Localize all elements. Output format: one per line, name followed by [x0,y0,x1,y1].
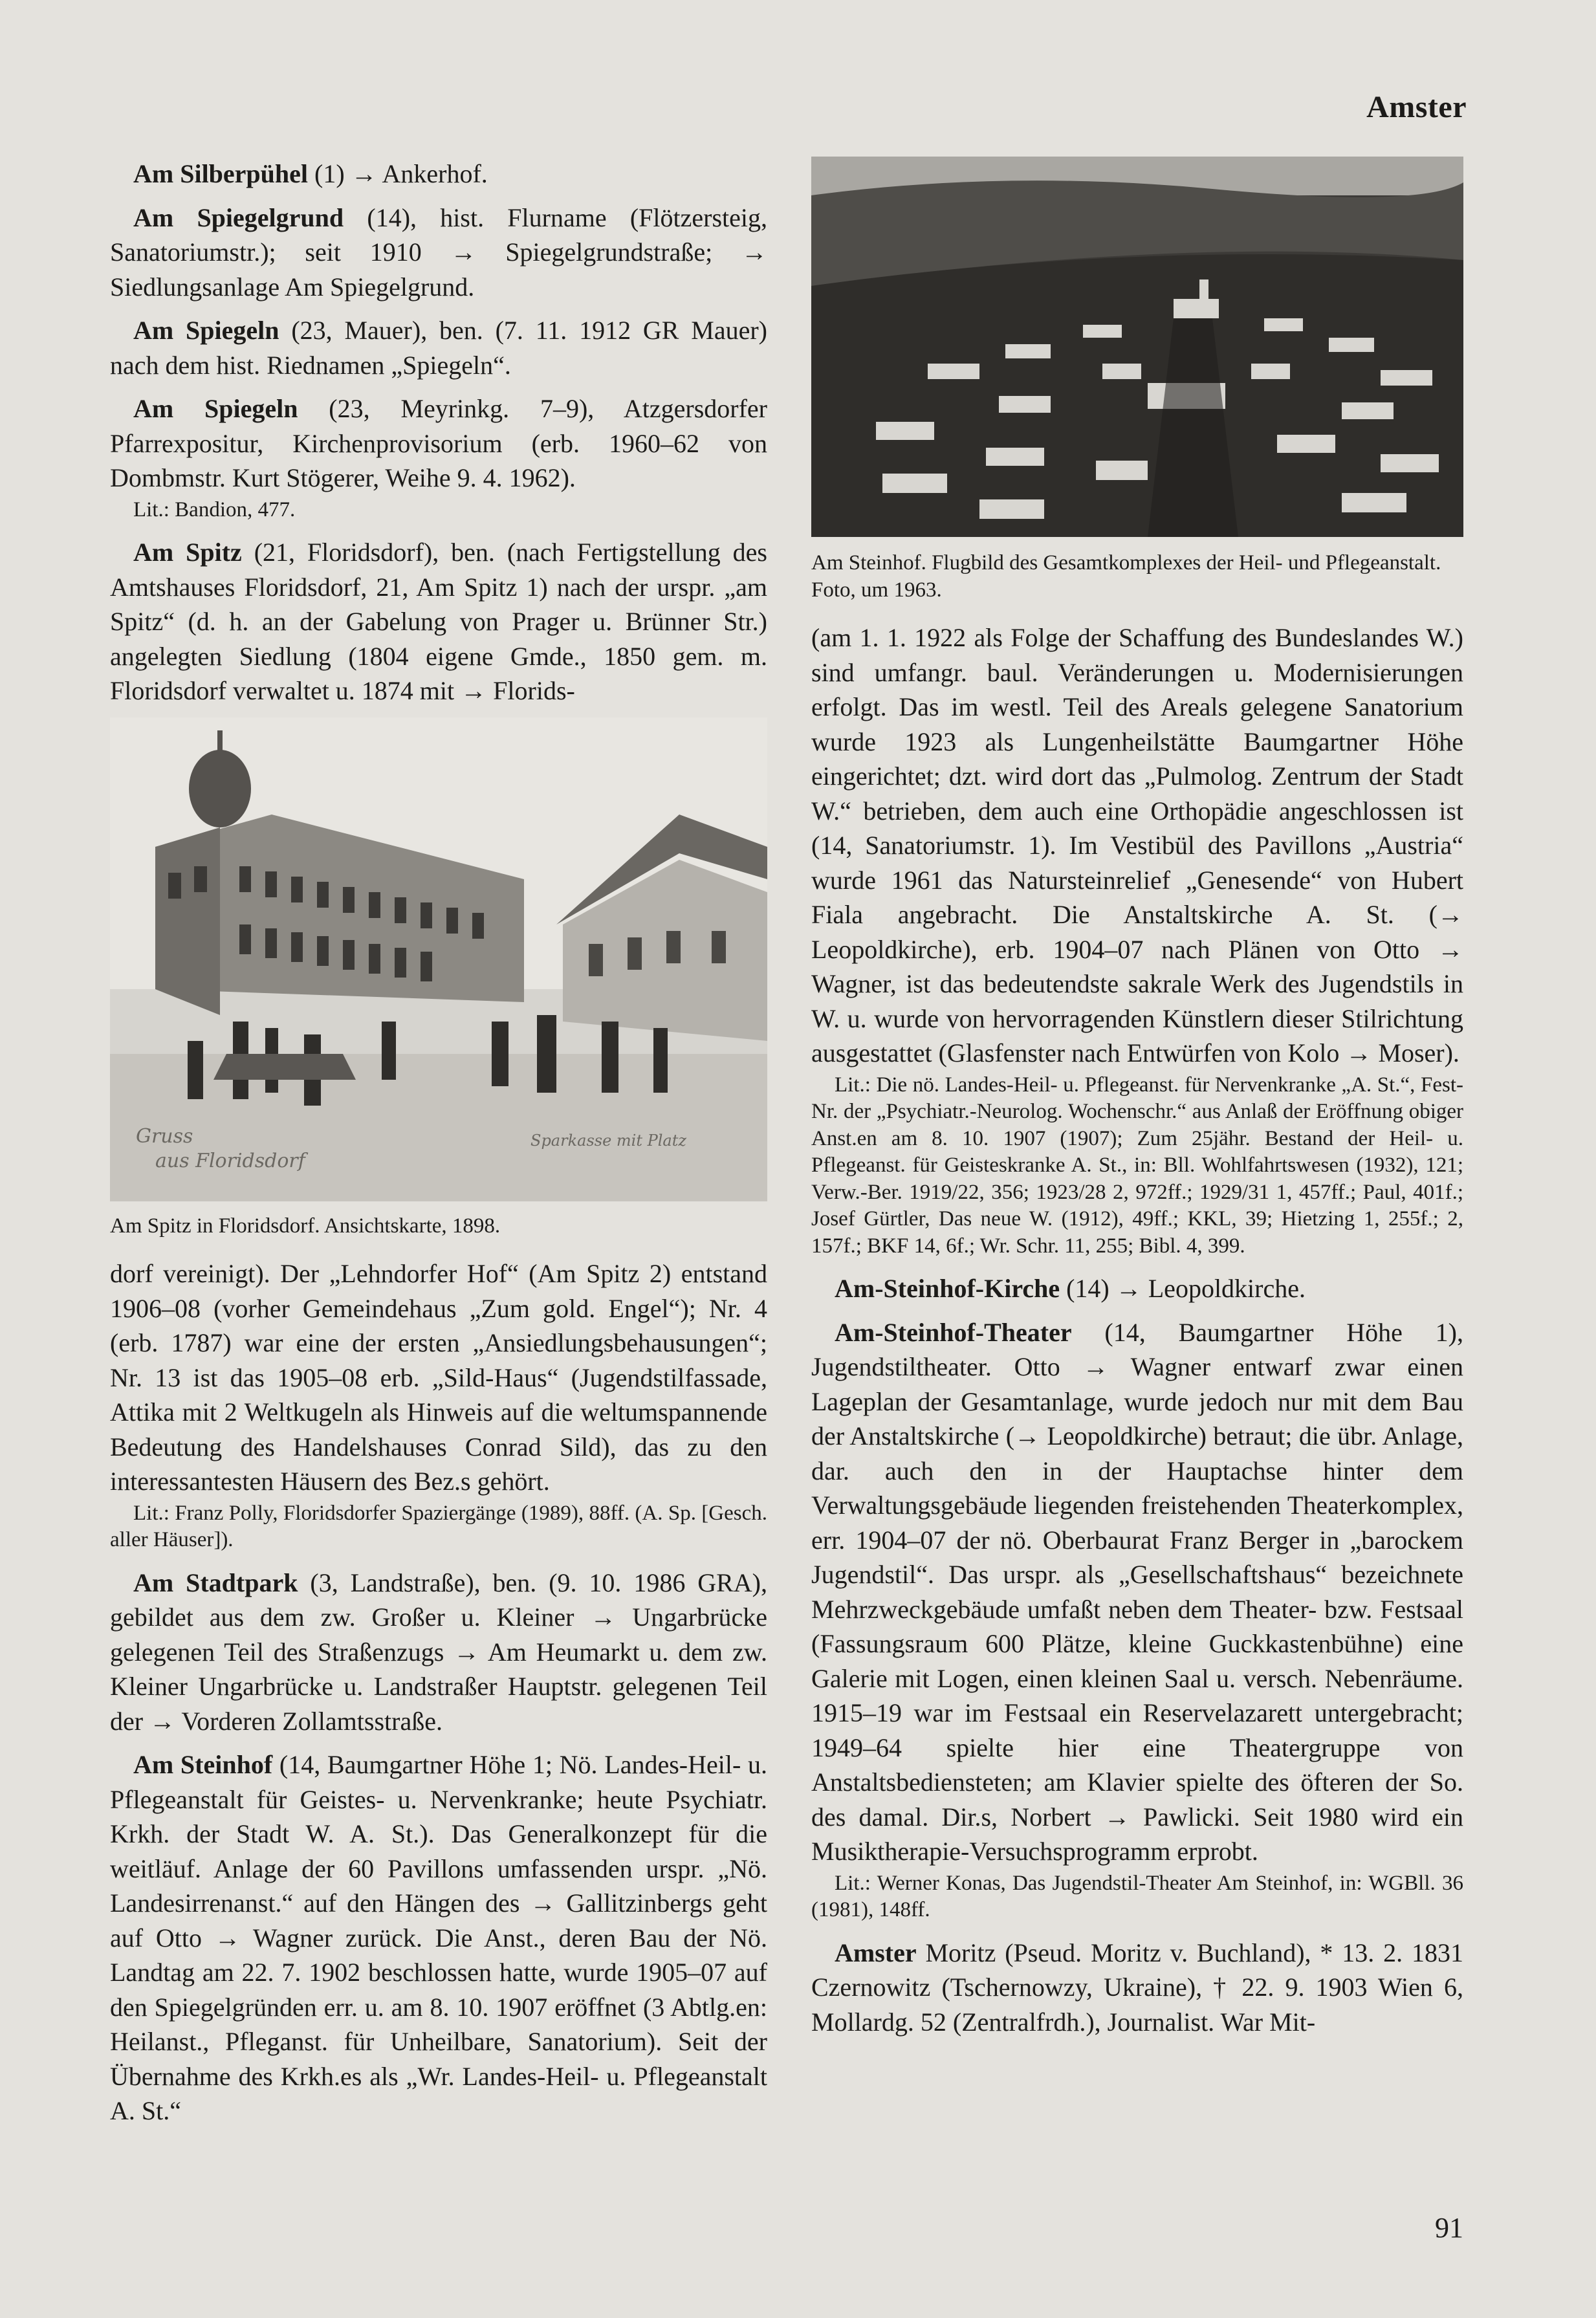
headword: Am Silberpühel [133,159,309,188]
entry-text: (14), hist. Flurname (Flötzersteig, Sanatoriumstr.); seit 1910 → Spiegelgrundstraße; → Siedlungsanlage Am Spiegelgrund. [110,202,767,301]
entry-text: (3, Landstraße), ben. (9. 10. 1986 GRA), gebildet aus dem zw. Großer u. Kleiner → Ungarbrücke gelegenen Teil des Straßenzugs → Am Heumarkt u. dem zw. Kleiner Ungarbrücke u. Landstraßer Hauptstr. gelegenen Teil der → Vorderen Zollamtsstraße. [110,1568,767,1736]
entry-text: Moritz (Pseud. Moritz v. Buchland), * 13. 2. 1831 Czernowitz (Tschernowzy, Ukraine), † 22. 9. 1903 Wien 6, Mollardg. 52 (Zentralfrdh.), Journalist. War Mit- [811,1938,1463,2037]
entry-am-steinhof-continued: (am 1. 1. 1922 als Folge der Schaffung des Bundeslandes W.) sind umfangr. baul. Veränderungen u. Modernisierungen erfolgt. Das im westl. Teil des Areals gelegene Sanatorium wurde 1923 als Lungenheilstätte Baumgartner Höhe eingerichtet; dzt. wird dort das „Pulmolog. Zentrum der Stadt W.“ betrieben, dem auch eine Orthopädie angeschlossen ist (14, Sanatoriumstr. 1). Im Vestibül des Pavillons „Austria“ wurde 1961 das Natursteinrelief „Genesende“ von Hubert Fiala angebracht. Die Anstaltskirche A. St. (→ Leopoldkirche), erb. 1904–07 nach Plänen von Otto → Wagner, ist das bedeutendste sakrale Werk des Jugendstils in W. u. wurde von hervorragenden Künstlern dieser Stilrichtung ausgestattet (Glasfenster nach Entwürfen von Kolo → Moser). [811,623,1463,1067]
headword: Am-Steinhof-Kirche [835,1274,1060,1303]
entry-am-spiegeln-meyrinkg [110,391,767,496]
entry-am-stadtpark [110,1566,767,1739]
aerial-photo [811,157,1463,537]
entry-text: (1) → Ankerhof. [308,159,488,188]
literature-reference: Lit.: Franz Polly, Floridsdorfer Spaziergänge (1989), 88ff. (A. Sp. [Gesch. aller Häuser]). [110,1501,767,1551]
figure-am-spitz [110,717,767,1240]
entry-text: (14, Baumgartner Höhe 1; Nö. Landes-Heil- u. Pflegeanstalt für Geistes- u. Nervenkranke; heute Psychiatr. Krkh. der Stadt W. A. St.). Das Generalkonzept für die weitläuf. Anlage der 60 Pavillons umfassenden urspr. „Nö. Landesirrenanst.“ auf den Hängen des → Gallitzinbergs geht auf Otto → Wagner zurück. Die Anst., deren Bau der Nö. Landtag am 22. 7. 1902 beschlossen hatte, wurde 1905–07 auf den Spiegelgründen err. u. am 8. 10. 1907 eröffnet (3 Abtlg.en: Heilanst., Pfleganst. für Unheilbare, Sanatorium). Seit der Übernahme des Krkh.es als „Wr. Landes-Heil- u. Pflegeanstalt A. St.“ [110,1750,767,2125]
headword: Amster [835,1938,917,1967]
entry-text: (23, Mauer), ben. (7. 11. 1912 GR Mauer) nach dem hist. Riednamen „Spiegeln“. [110,316,768,380]
entry-text: (14) → Leopoldkirche. [1060,1274,1306,1303]
entry-am-steinhof-theater [811,1315,1463,1869]
headword: Am Spiegeln [133,316,279,345]
postcard-greeting-place: aus Floridsdorf [155,1149,305,1172]
postcard-greeting: Gruss [136,1124,193,1148]
entry-amster [811,1936,1463,2040]
entry-text: (21, Floridsdorf), ben. (nach Fertigstellung des Amtshauses Floridsdorf, 21, Am Spitz 1) nach der urspr. „am Spitz“ (d. h. an der Gabelung von Prager u. Brünner Str.) angelegten Siedlung (1804 eigene Gmde., 1850 gem. m. Floridsdorf verwaltet u. 1874 mit → Florids- [110,538,767,705]
entry-am-steinhof-kirche [811,1271,1463,1306]
entry-am-spiegeln-mauer [110,313,767,382]
entry-am-spitz [110,535,767,708]
postcard-image [110,717,767,1201]
figure-caption: Am Steinhof. Flugbild des Gesamtkomplexes der Heil- und Pflegeanstalt. Foto, um 1963. [811,551,1441,602]
figure-caption: Am Spitz in Floridsdorf. Ansichtskarte, 1898. [110,1214,501,1238]
running-head: Amster [1366,90,1467,124]
entry-text: (23, Meyrinkg. 7–9), Atzgersdorfer Pfarrexpositur, Kirchenprovisorium (erb. 1960–62 von Dombmstr. Kurt Stögerer, Weihe 9. 4. 1962). [110,394,767,492]
left-column [110,157,767,2138]
postcard-label: Sparkasse mit Platz [530,1131,687,1150]
literature-reference: Lit.: Die nö. Landes-Heil- u. Pflegeanst. für Nervenkranke „A. St.“, Fest-Nr. der „Psychiatr.-Neurolog. Wochenschr.“ aus Anlaß der Eröffnung obiger Anst.en am 8. 10. 1907 (1907); Zum 25jähr. Bestand der Heil- u. Pflegeanst. für Geisteskranke A. St., in: Bll. Wohlfahrtswesen (1932), 121; Verw.-Ber. 1919/22, 356; 1923/28 2, 972ff.; 1929/31 1, 457ff.; Paul, 401f.; Josef Gürtler, Das neue W. (1912), 49ff.; KKL, 39; Hietzing 1, 255f.; 2, 157f.; BKF 14, 6f.; Wr. Schr. 11, 255; Bibl. 4, 399. [811,1073,1463,1258]
page-number: 91 [1435,2212,1463,2244]
entry-am-spiegelgrund [110,201,767,305]
postcard-photo [110,717,767,1201]
entry-am-spitz-continued: dorf vereinigt). Der „Lehndorfer Hof“ (Am Spitz 2) entstand 1906–08 (vorher Gemeindehaus „Zum gold. Engel“); Nr. 4 (erb. 1787) war eine der ersten „Ansiedlungsbehausungen“; Nr. 13 ist das 1905–08 erb. „Sild-Haus“ (Jugendstilfassade, Attika mit 2 Weltkugeln als Hinweis auf die weltumspannende Bedeutung des Handelshauses Conrad Sild), das zu den interessantesten Häusern des Bez.s gehört. [110,1259,767,1496]
headword: Am Spiegeln [133,394,298,423]
aerial-image [811,157,1463,537]
entry-text: (14, Baumgartner Höhe 1), Jugendstiltheater. Otto → Wagner entwarf zwar einen Lageplan der Gesamtanlage, wurde jedoch nur mit dem Bau der Anstaltskirche (→ Leopoldkirche) betraut; die übr. Anlage, dar. auch den in der Hauptachse hinter dem Verwaltungsgebäude liegenden freistehenden Theaterkomplex, err. 1904–07 der nö. Oberbaurat Franz Berger in „barockem Jugendstil“. Das urspr. als „Gesellschaftshaus“ bezeichnete Mehrzweckgebäude umfaßt neben dem Theater- bzw. Festsaal (Fassungsraum 600 Plätze, kleine Guckkastenbühne) eine Galerie mit Logen, einen kleinen Saal u. versch. Nebenräume. 1915–19 war im Festsaal ein Reservelazarett untergebracht; 1949–64 spielte hier eine Theatergruppe von Anstaltsbediensteten; am Klavier spielte des öfteren der So. des damal. Dir.s, Norbert → Pawlicki. Seit 1980 wird ein Musiktherapie-Versuchsprogramm erprobt. [811,1317,1463,1866]
headword: Am-Steinhof-Theater [835,1317,1072,1347]
headword: Am Steinhof [133,1750,273,1779]
entry-am-steinhof [110,1747,767,2128]
right-column [811,157,1463,2048]
headword: Am Spiegelgrund [133,202,344,232]
literature-reference: Lit.: Werner Konas, Das Jugendstil-Theater Am Steinhof, in: WGBll. 36 (1981), 148ff. [811,1871,1463,1921]
headword: Am Stadtpark [133,1568,298,1597]
figure-am-steinhof [811,157,1463,604]
literature-reference: Lit.: Bandion, 477. [133,497,296,521]
headword: Am Spitz [133,538,242,567]
entry-am-silberpuehel [110,157,767,191]
